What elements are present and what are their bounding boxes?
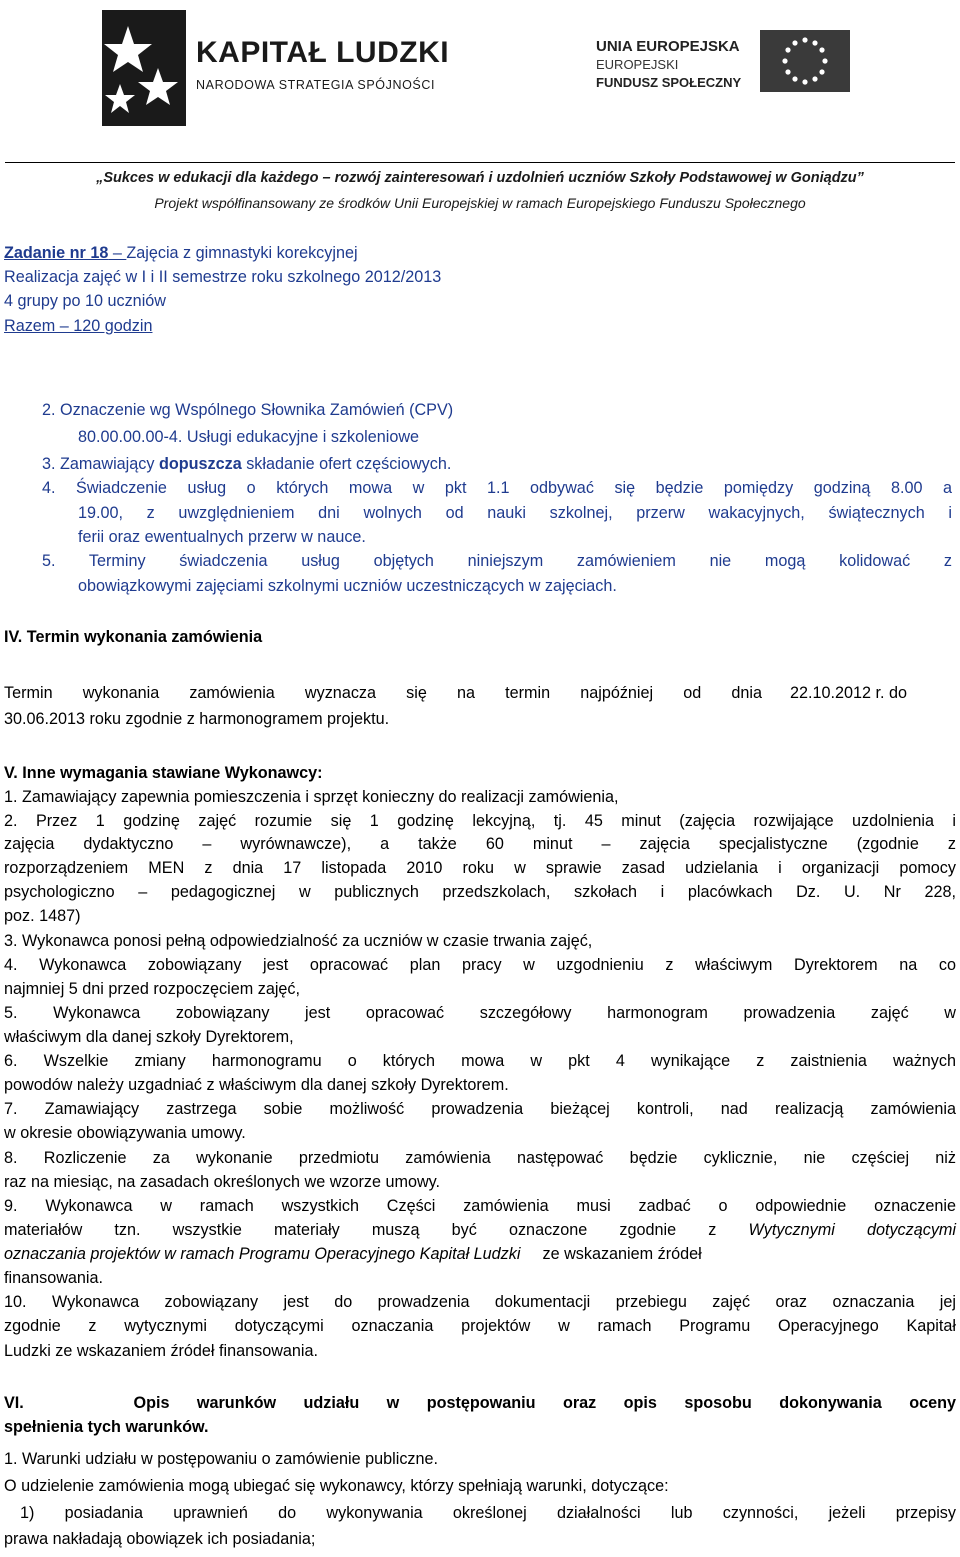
eu-line-3: FUNDUSZ SPOŁECZNY bbox=[596, 75, 742, 90]
vi-item-3-a: 1) posiadania uprawnień do wykonywania określonej działalności lub czynności, jeżeli przepisy bbox=[20, 1504, 956, 1522]
task-line-3: 4 grupy po 10 uczniów bbox=[4, 292, 166, 310]
section-iv-heading: IV. Termin wykonania zamówienia bbox=[4, 628, 263, 646]
project-title: „Sukces w edukacji dla każdego – rozwój zainteresowań i uzdolnień uczniów Szkoły Podstawowej w Goniądzu” bbox=[96, 170, 864, 186]
v-item-8-a: 8. Rozliczenie za wykonanie przedmiotu zamówienia następować będzie cyklicznie, nie częściej niż bbox=[4, 1149, 956, 1167]
page-header bbox=[0, 0, 960, 211]
task-dash: – bbox=[108, 244, 127, 262]
task-line-4: Razem – 120 godzin bbox=[4, 317, 153, 335]
v-item-2-b: zajęcia dydaktyczno – wyrównawcze), a także 60 minut – zajęcia specjalistyczne (zgodnie z bbox=[4, 835, 956, 853]
section-v-heading: V. Inne wymagania stawiane Wykonawcy: bbox=[4, 764, 323, 782]
logo-title: KAPITAŁ LUDZKI bbox=[196, 36, 450, 69]
v-item-9-c-italic: oznaczania projektów w ramach Programu Operacyjnego Kapitał Ludzki bbox=[4, 1245, 521, 1263]
v-item-9-d: finansowania. bbox=[4, 1269, 103, 1287]
eu-logo-text bbox=[596, 38, 742, 92]
item-3-post: składanie ofert częściowych. bbox=[241, 455, 452, 473]
kapital-ludzki-logo-icon bbox=[98, 6, 208, 128]
v-item-9-a: 9. Wykonawca w ramach wszystkich Części zamówienia musi zadbać o odpowiednie oznaczenie bbox=[4, 1197, 956, 1215]
section-iv-p1-date: 22.10.2012 r. do bbox=[790, 684, 908, 702]
item-4-line-a: 4. Świadczenie usług o których mowa w pkt 1.1 odbywać się będzie pomiędzy godziną 8.00 a bbox=[42, 479, 952, 497]
v-item-10-a: 10. Wykonawca zobowiązany jest do prowadzenia dokumentacji przebiegu zajęć oraz oznaczania jej bbox=[4, 1293, 956, 1311]
item-3-bold: dopuszcza bbox=[158, 455, 242, 473]
task-heading bbox=[4, 242, 358, 264]
eu-flag-icon bbox=[760, 30, 850, 92]
eu-line-2: EUROPEJSKI bbox=[596, 57, 679, 72]
v-item-1: 1. Zamawiający zapewnia pomieszczenia i sprzęt konieczny do realizacji zamówienia, bbox=[4, 788, 619, 806]
section-iv-p1-a: Termin wykonania zamówienia wyznacza się na termin najpóźniej od dnia bbox=[4, 684, 762, 702]
item-2-line-a: 2. Oznaczenie wg Wspólnego Słownika Zamówień (CPV) bbox=[42, 401, 454, 419]
item-3-pre: 3. Zamawiający bbox=[42, 455, 159, 473]
v-item-3: 3. Wykonawca ponosi pełną odpowiedzialność za uczniów w czasie trwania zajęć, bbox=[4, 932, 593, 950]
v-item-9-c bbox=[4, 1243, 702, 1265]
vi-item-2: O udzielenie zamówienia mogą ubiegać się wykonawcy, którzy spełniają warunki, dotyczące: bbox=[4, 1477, 669, 1495]
v-item-8-b: raz na miesiąc, na zasadach określonych we wzorze umowy. bbox=[4, 1173, 441, 1191]
vi-item-1: 1. Warunki udziału w postępowaniu o zamówienie publiczne. bbox=[4, 1450, 439, 1468]
v-item-6-a: 6. Wszelkie zmiany harmonogramu o których mowa w pkt 4 wynikające z zaistnienia ważnych bbox=[4, 1052, 956, 1070]
v-item-9-b-italic: Wytycznymi dotyczącymi bbox=[748, 1221, 957, 1239]
logo-subtitle: NARODOWA STRATEGIA SPÓJNOŚCI bbox=[196, 78, 436, 92]
v-item-6-b: powodów należy uzgadniać z właściwym dla danej szkoły Dyrektorem. bbox=[4, 1076, 509, 1094]
v-item-10-b: zgodnie z wytycznymi dotyczącymi oznaczania projektów w ramach Programu Operacyjnego Kapitał bbox=[4, 1317, 956, 1335]
v-item-9-c-post: ze wskazaniem źródeł bbox=[542, 1245, 702, 1263]
v-item-7-a: 7. Zamawiający zastrzega sobie możliwość prowadzenia bieżącej kontroli, nad realizacją zamówienia bbox=[4, 1100, 956, 1118]
item-4-line-c: ferii oraz ewentualnych przerw w nauce. bbox=[78, 528, 366, 546]
section-vi-heading-b: spełnienia tych warunków. bbox=[4, 1418, 209, 1436]
v-item-4-b: najmniej 5 dni przed rozpoczęciem zajęć, bbox=[4, 980, 301, 998]
task-label: Zadanie nr 18 bbox=[4, 244, 109, 262]
item-5-line-b: obowiązkowymi zajęciami szkolnymi uczniów uczestniczących w zajęciach. bbox=[78, 577, 617, 595]
section-iv-p1-b: 30.06.2013 roku zgodnie z harmonogramem projektu. bbox=[4, 710, 390, 728]
header-divider bbox=[5, 162, 955, 163]
v-item-2-c: rozporządzeniem MEN z dnia 17 listopada 2010 roku w sprawie zasad udzielania i organizacji pomocy bbox=[4, 859, 956, 877]
item-3 bbox=[42, 453, 451, 475]
v-item-4-a: 4. Wykonawca zobowiązany jest opracować plan pracy w uzgodnieniu z właściwym Dyrektorem na co bbox=[4, 956, 956, 974]
project-subtitle: Projekt współfinansowany ze środków Unii Europejskiej w ramach Europejskiego Funduszu Społecznego bbox=[154, 195, 806, 211]
task-line-2: Realizacja zajęć w I i II semestrze roku szkolnego 2012/2013 bbox=[4, 268, 442, 286]
v-item-9-b bbox=[4, 1219, 956, 1241]
section-vi-heading-a: VI. Opis warunków udziału w postępowaniu oraz opis sposobu dokonywania oceny bbox=[4, 1394, 956, 1412]
v-item-9-b-pre: materiałów tzn. wszystkie materiały muszą być oznaczone zgodnie z bbox=[4, 1221, 749, 1239]
v-item-7-b: w okresie obowiązywania umowy. bbox=[4, 1124, 246, 1142]
v-item-10-c: Ludzki ze wskazaniem źródeł finansowania. bbox=[4, 1342, 319, 1360]
v-item-5-b: właściwym dla danej szkoły Dyrektorem, bbox=[4, 1028, 294, 1046]
v-item-5-a: 5. Wykonawca zobowiązany jest opracować szczegółowy harmonogram prowadzenia zajęć w bbox=[4, 1004, 956, 1022]
v-item-2-e: poz. 1487) bbox=[4, 907, 81, 925]
task-title: Zajęcia z gimnastyki korekcyjnej bbox=[126, 244, 358, 262]
vi-item-3-b: prawa nakładają obowiązek ich posiadania; bbox=[4, 1530, 316, 1548]
item-4-line-b: 19.00, z uwzględnieniem dni wolnych od nauki szkolnej, przerw wakacyjnych, świątecznych i bbox=[78, 504, 952, 522]
v-item-2-d: psychologiczno – pedagogicznej w publicznych przedszkolach, szkołach i placówkach Dz. U. Nr 228, bbox=[4, 883, 956, 901]
item-2-line-b: 80.00.00.00-4. Usługi edukacyjne i szkoleniowe bbox=[78, 428, 420, 446]
item-5-line-a: 5. Terminy świadczenia usług objętych niniejszym zamówieniem nie mogą kolidować z bbox=[42, 552, 952, 570]
eu-line-1: UNIA EUROPEJSKA bbox=[596, 38, 740, 55]
v-item-2-a: 2. Przez 1 godzinę zajęć rozumie się 1 godzinę lekcyjną, tj. 45 minut (zajęcia rozwijające uzdolnienia i bbox=[4, 812, 956, 830]
